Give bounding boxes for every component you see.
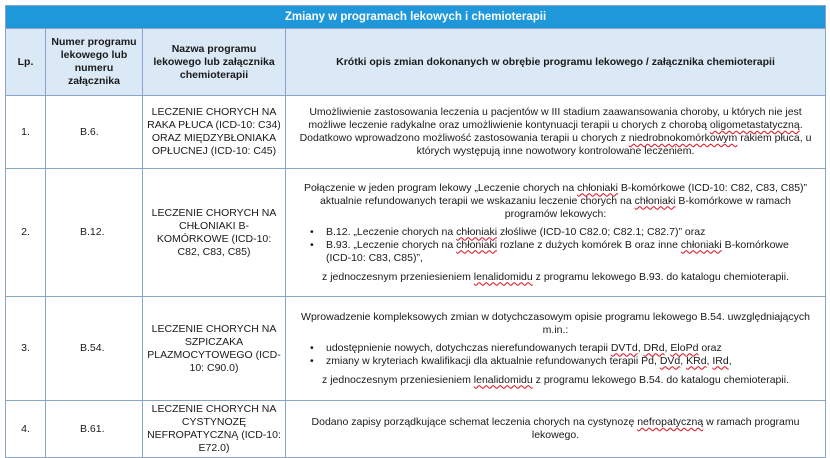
table-title: Zmiany w programach lekowych i chemioterapii [6,6,826,29]
text-fragment: złośliwe (ICD-10 C82.0; C82.1; C82.7)” oraz [497,225,706,238]
text-fragment: z programu lekowego B.93. do katalogu chemioterapii. [532,270,789,283]
bullet-list [296,226,815,265]
bullet-icon: • [310,225,314,238]
description-paragraph [296,416,815,442]
row-lp: 4. [6,401,46,458]
spellcheck-word: chłoniaki [634,194,676,207]
description-paragraph [296,374,815,387]
spellcheck-word: niedrobnokomórkowym [628,132,738,144]
list-item [310,225,815,239]
text-fragment: rakiem płuca, u których występują inne nowotwory kontrolowane leczeniem. [416,132,812,157]
row-program-name: LECZENIE CHORYCH NA CYSTYNOZĘ NEFROPATYCZNĄ (ICD-10: E72.0) [143,401,286,458]
spellcheck-word: DVTd [610,341,638,354]
text-fragment: , [637,341,644,354]
row-program-number: B.6. [46,96,143,169]
spellcheck-word: chłoniaki [680,238,722,251]
bullet-icon: • [310,238,314,251]
text-fragment: , [664,341,671,354]
spellcheck-word: KRd [686,354,707,367]
changes-table [5,5,826,458]
text-fragment: Połączenie w jeden program lekowy „Leczenie chorych na [303,181,578,194]
row-description [286,96,826,169]
header-program-name: Nazwa programu lekowego lub załącznika chemioterapii [143,29,286,96]
row-description [286,401,826,458]
text-fragment: B.12. „Leczenie chorych na [326,225,457,238]
text-fragment: z jednoczesnym przeniesieniem [322,270,474,283]
bullet-icon: • [310,354,314,367]
text-fragment: , [728,354,732,367]
header-program-number: Numer programu lekowego lub numeru załącznika [46,29,143,96]
row-program-name: LECZENIE CHORYCH NA CHŁONIAKI B-KOMÓRKOWE (ICD-10: C82, C83, C85) [143,169,286,297]
row-program-name: LECZENIE CHORYCH NA RAKA PŁUCA (ICD-10: C34) ORAZ MIĘDZYBŁONIAKA OPŁUCNEJ (ICD-10: C45) [143,96,286,169]
spellcheck-word: DRd [643,341,665,354]
description-paragraph [296,106,815,158]
text-fragment: w ramach programu lekowego. [531,416,800,441]
spellcheck-word: oligometastatyczną [709,119,800,131]
text-fragment: B-komórkowe w ramach programów lekowych: [504,194,791,220]
spellcheck-word: IRd [712,354,729,367]
spellcheck-word: DVd [659,354,681,367]
header-row [6,29,826,96]
row-lp: 1. [6,96,46,169]
row-description [286,297,826,401]
row-program-number: B.61. [46,401,143,458]
spellcheck-word: chłoniaki [456,238,498,251]
spellcheck-word: chłoniaki [456,225,498,238]
text-fragment: udostępnienie nowych, dotychczas nierefundowanych terapii [326,341,611,354]
row-program-name: LECZENIE CHORYCH NA SZPICZAKA PLAZMOCYTOWEGO (ICD-10: C90.0) [143,297,286,401]
description-paragraph [296,182,815,221]
text-fragment: , [680,354,687,367]
spellcheck-word: EloPd [670,341,699,354]
bullet-list [296,342,815,368]
row-lp: 3. [6,297,46,401]
text-fragment: zmiany w kryteriach kwalifikacji dla aktualnie refundowanych terapii Pd, [326,354,660,367]
spellcheck-word: lenalidomidu [473,373,533,386]
text-fragment: rozlane z dużych komórek B oraz inne [497,238,681,251]
text-fragment: , [706,354,713,367]
description-paragraph [296,271,815,284]
text-fragment: B.93. „Leczenie chorych na [326,238,457,251]
list-item [310,238,815,265]
text-fragment: Umożliwienie zastosowania leczenia u pacjentów w III stadium zaawansowania choroby, u których nie jest możliwe leczenie radykalne oraz umożliwienie kontynuacji terapii u chorych z chorobą [308,106,802,131]
text-fragment: . Dodatkowo wprowadzono możliwość zastosowania terapii u chorych z [299,119,803,144]
text-fragment: B-komórkowe (ICD-10: C82, C83, C85)” aktualnie refundowanych terapii we wskazaniu leczenie chorych na [320,181,808,207]
row-program-number: B.12. [46,169,143,297]
spellcheck-word: chłoniaki [577,181,618,194]
changes-table-container [5,5,825,458]
table-row [6,96,826,169]
text-fragment: z programu lekowego B.54. do katalogu chemioterapii. [532,373,789,386]
table-row [6,297,826,401]
list-item [310,341,815,355]
table-row [6,401,826,458]
list-item [310,354,815,368]
row-lp: 2. [6,169,46,297]
bullet-icon: • [310,341,314,354]
row-program-number: B.54. [46,297,143,401]
description-paragraph: Wprowadzenie kompleksowych zmian w dotychczasowym opisie programu lekowego B.54. uwzględniających m.in.: [301,310,810,336]
table-row [6,169,826,297]
row-description [286,169,826,297]
header-description: Krótki opis zmian dokonanych w obrębie programu lekowego / załącznika chemioterapii [286,29,826,96]
text-fragment: B-komórkowe (ICD-10: C83, C85)”, [326,238,789,264]
header-lp: Lp. [6,29,46,96]
spellcheck-word: nefropatyczną [637,416,704,428]
text-fragment: z jednoczesnym przeniesieniem [322,373,474,386]
spellcheck-word: lenalidomidu [473,270,533,283]
text-fragment: Dodano zapisy porządkujące schemat leczenia chorych na cystynozę [311,416,638,428]
text-fragment: oraz [698,341,722,354]
